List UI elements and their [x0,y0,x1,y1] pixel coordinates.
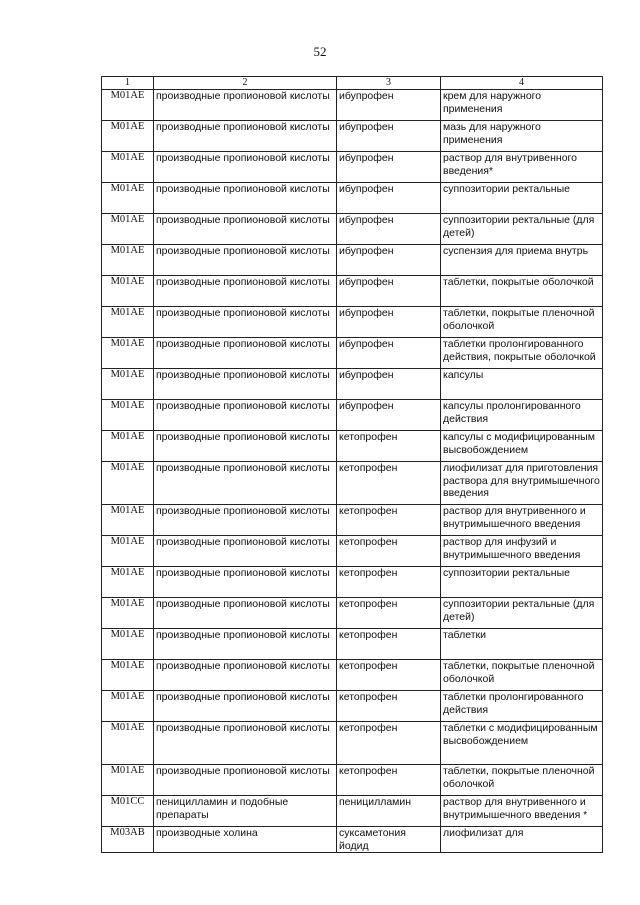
dosage-form-cell: таблетки, покрытые пленочной оболочкой [441,765,603,796]
table-row [102,765,603,796]
group-cell: производные пропионовой кислоты [154,338,337,369]
dosage-form-cell: суппозитории ректальные [441,183,603,214]
table-row [102,121,603,152]
group-cell: производные пропионовой кислоты [154,307,337,338]
atc-code-cell: M01AE [102,214,154,245]
table-row [102,462,603,505]
atc-code-cell: M01AE [102,183,154,214]
atc-code-cell: M01CC [102,796,154,827]
group-cell: производные пропионовой кислоты [154,183,337,214]
group-cell: производные пропионовой кислоты [154,567,337,598]
column-header-3: 3 [337,77,441,90]
group-cell: производные пропионовой кислоты [154,722,337,765]
table-row [102,796,603,827]
drug-table [101,76,603,853]
group-cell: производные пропионовой кислоты [154,765,337,796]
dosage-form-cell: раствор для внутривенного и внутримышечного введения * [441,796,603,827]
atc-code-cell: M01AE [102,722,154,765]
atc-code-cell: M01AE [102,121,154,152]
table-row [102,152,603,183]
atc-code-cell: M01AE [102,307,154,338]
table-row [102,691,603,722]
substance-cell: кетопрофен [337,598,441,629]
group-cell: производные пропионовой кислоты [154,245,337,276]
table-row [102,369,603,400]
substance-cell: суксаметония йодид [337,827,441,853]
table-row [102,338,603,369]
dosage-form-cell: суппозитории ректальные (для детей) [441,214,603,245]
atc-code-cell: M01AE [102,660,154,691]
table-row [102,505,603,536]
dosage-form-cell: мазь для наружного применения [441,121,603,152]
dosage-form-cell: крем для наружного применения [441,90,603,121]
substance-cell: ибупрофен [337,152,441,183]
substance-cell: кетопрофен [337,567,441,598]
substance-cell: кетопрофен [337,505,441,536]
dosage-form-cell: таблетки с модифицированным высвобождением [441,722,603,765]
group-cell: производные пропионовой кислоты [154,276,337,307]
substance-cell: кетопрофен [337,629,441,660]
atc-code-cell: M01AE [102,400,154,431]
page-number: 52 [313,44,327,59]
dosage-form-cell: таблетки, покрытые пленочной оболочкой [441,307,603,338]
group-cell: производные пропионовой кислоты [154,214,337,245]
table-row [102,400,603,431]
substance-cell: ибупрофен [337,90,441,121]
table-body [102,90,603,853]
table-row [102,90,603,121]
dosage-form-cell: таблетки, покрытые оболочкой [441,276,603,307]
group-cell: производные пропионовой кислоты [154,462,337,505]
dosage-form-cell: капсулы пролонгированного действия [441,400,603,431]
substance-cell: кетопрофен [337,431,441,462]
substance-cell: пеницилламин [337,796,441,827]
column-header-1: 1 [102,77,154,90]
table-row [102,307,603,338]
atc-code-cell: M01AE [102,462,154,505]
group-cell: производные пропионовой кислоты [154,536,337,567]
substance-cell: ибупрофен [337,369,441,400]
table-row [102,214,603,245]
group-cell: производные холина [154,827,337,853]
substance-cell: ибупрофен [337,338,441,369]
atc-code-cell: M01AE [102,536,154,567]
dosage-form-cell: суппозитории ректальные [441,567,603,598]
dosage-form-cell: таблетки [441,629,603,660]
table-row [102,276,603,307]
table-row [102,827,603,853]
atc-code-cell: M01AE [102,598,154,629]
dosage-form-cell: капсулы с модифицированным высвобождением [441,431,603,462]
table-row [102,183,603,214]
table-row [102,598,603,629]
atc-code-cell: M01AE [102,765,154,796]
atc-code-cell: M01AE [102,629,154,660]
dosage-form-cell: раствор для инфузий и внутримышечного введения [441,536,603,567]
atc-code-cell: M01AE [102,152,154,183]
dosage-form-cell: раствор для внутривенного введения* [441,152,603,183]
dosage-form-cell: лиофилизат для приготовления раствора для внутримышечного введения [441,462,603,505]
substance-cell: кетопрофен [337,691,441,722]
atc-code-cell: M01AE [102,90,154,121]
substance-cell: кетопрофен [337,536,441,567]
table-row [102,245,603,276]
dosage-form-cell: капсулы [441,369,603,400]
dosage-form-cell: суспензия для приема внутрь [441,245,603,276]
group-cell: пеницилламин и подобные препараты [154,796,337,827]
substance-cell: кетопрофен [337,462,441,505]
group-cell: производные пропионовой кислоты [154,691,337,722]
dosage-form-cell: суппозитории ректальные (для детей) [441,598,603,629]
substance-cell: ибупрофен [337,121,441,152]
substance-cell: ибупрофен [337,276,441,307]
group-cell: производные пропионовой кислоты [154,505,337,536]
table-row [102,722,603,765]
atc-code-cell: M03AB [102,827,154,853]
group-cell: производные пропионовой кислоты [154,629,337,660]
group-cell: производные пропионовой кислоты [154,121,337,152]
atc-code-cell: M01AE [102,431,154,462]
dosage-form-cell: раствор для внутривенного и внутримышечного введения [441,505,603,536]
dosage-form-cell: таблетки пролонгированного действия [441,691,603,722]
table-row [102,567,603,598]
atc-code-cell: M01AE [102,505,154,536]
group-cell: производные пропионовой кислоты [154,431,337,462]
column-header-4: 4 [441,77,603,90]
substance-cell: ибупрофен [337,183,441,214]
substance-cell: ибупрофен [337,245,441,276]
atc-code-cell: M01AE [102,691,154,722]
table-row [102,431,603,462]
group-cell: производные пропионовой кислоты [154,660,337,691]
atc-code-cell: M01AE [102,338,154,369]
atc-code-cell: M01AE [102,245,154,276]
table-header-row [102,77,603,90]
table-row [102,629,603,660]
substance-cell: ибупрофен [337,214,441,245]
group-cell: производные пропионовой кислоты [154,598,337,629]
group-cell: производные пропионовой кислоты [154,369,337,400]
substance-cell: кетопрофен [337,765,441,796]
substance-cell: ибупрофен [337,307,441,338]
atc-code-cell: M01AE [102,369,154,400]
dosage-form-cell: таблетки, покрытые пленочной оболочкой [441,660,603,691]
group-cell: производные пропионовой кислоты [154,90,337,121]
column-header-2: 2 [154,77,337,90]
substance-cell: кетопрофен [337,660,441,691]
table-row [102,660,603,691]
table-row [102,536,603,567]
substance-cell: кетопрофен [337,722,441,765]
atc-code-cell: M01AE [102,276,154,307]
group-cell: производные пропионовой кислоты [154,400,337,431]
dosage-form-cell: лиофилизат для [441,827,603,853]
group-cell: производные пропионовой кислоты [154,152,337,183]
atc-code-cell: M01AE [102,567,154,598]
dosage-form-cell: таблетки пролонгированного действия, покрытые оболочкой [441,338,603,369]
substance-cell: ибупрофен [337,400,441,431]
